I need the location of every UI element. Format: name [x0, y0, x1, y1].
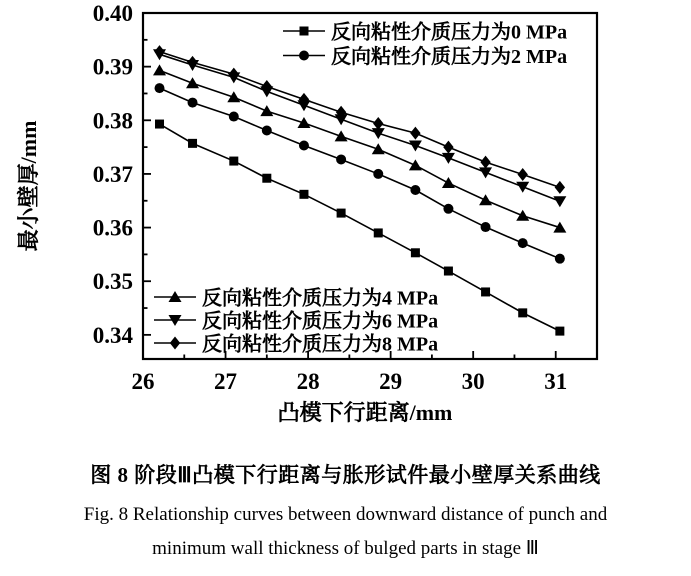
triangle-up-marker-icon [153, 64, 166, 75]
circle-marker-icon [555, 254, 565, 264]
square-marker-icon [155, 120, 164, 129]
series-3 [153, 49, 566, 207]
circle-marker-icon [188, 98, 198, 108]
caption-chinese: 图 8 阶段Ⅲ凸模下行距离与胀形试件最小壁厚关系曲线 [90, 463, 601, 487]
triangle-up-marker-icon [553, 222, 566, 233]
legend-entry-0 [283, 20, 567, 44]
legend-entry-4 [154, 332, 438, 356]
square-marker-icon [299, 190, 308, 199]
square-marker-icon [411, 248, 420, 257]
x-tick-label: 27 [214, 369, 238, 394]
x-tick-label: 26 [131, 369, 155, 394]
diamond-marker-icon [518, 168, 528, 181]
diamond-marker-icon [410, 127, 420, 140]
series-line [160, 70, 560, 227]
circle-marker-icon [518, 238, 528, 248]
square-marker-icon [262, 174, 271, 183]
circle-marker-icon [155, 83, 165, 93]
diamond-marker-icon [555, 181, 565, 194]
circle-marker-icon [229, 112, 239, 122]
circle-marker-icon [336, 154, 346, 164]
legend-entry-2 [154, 286, 438, 310]
square-marker-icon [337, 209, 346, 218]
triangle-up-marker-icon [260, 105, 273, 116]
circle-marker-icon [299, 51, 309, 61]
x-tick-label: 29 [379, 369, 403, 394]
square-marker-icon [518, 308, 527, 317]
diamond-marker-icon [170, 337, 180, 350]
y-tick-label: 0.39 [92, 54, 133, 80]
square-marker-icon [374, 228, 383, 237]
circle-marker-icon [410, 185, 420, 195]
triangle-up-marker-icon [297, 117, 310, 128]
caption-english-line1: Fig. 8 Relationship curves between downward distance of punch and [83, 504, 608, 525]
square-marker-icon [444, 267, 453, 276]
square-marker-icon [555, 327, 564, 336]
legend-label: 反向粘性介质压力为8 MPa [202, 333, 439, 356]
legend-label: 反向粘性介质压力为2 MPa [331, 46, 568, 68]
x-axis-title: 凸模下行距离/mm [277, 400, 453, 425]
triangle-up-marker-icon [335, 130, 348, 141]
series-2 [153, 64, 566, 232]
triangle-up-marker-icon [227, 91, 240, 102]
circle-marker-icon [299, 140, 309, 150]
triangle-down-marker-icon [516, 182, 529, 193]
triangle-down-marker-icon [479, 167, 492, 178]
diamond-marker-icon [373, 117, 383, 130]
triangle-up-marker-icon [479, 194, 492, 205]
triangle-up-marker-icon [516, 210, 529, 221]
triangle-down-marker-icon [409, 140, 422, 151]
y-tick-label: 0.37 [92, 161, 133, 187]
x-tick-label: 31 [544, 369, 568, 394]
legend-top [283, 20, 567, 69]
square-marker-icon [300, 27, 309, 36]
legend-label: 反向粘性介质压力为0 MPa [331, 21, 568, 44]
triangle-down-marker-icon [442, 153, 455, 164]
series-line [160, 88, 560, 259]
series-1 [155, 83, 565, 264]
circle-marker-icon [481, 222, 491, 232]
square-marker-icon [188, 139, 197, 148]
y-tick-label: 0.40 [92, 1, 133, 26]
circle-marker-icon [373, 169, 383, 179]
square-marker-icon [229, 157, 238, 166]
y-axis-ticks [143, 13, 151, 335]
triangle-up-marker-icon [186, 77, 199, 88]
legend-entry-1 [283, 44, 567, 68]
x-tick-label: 30 [461, 369, 485, 394]
y-tick-label: 0.35 [92, 269, 133, 295]
legend-bottom [154, 286, 438, 356]
y-tick-label: 0.34 [92, 322, 133, 348]
x-tick-label: 28 [296, 369, 320, 394]
triangle-up-marker-icon [372, 143, 385, 154]
circle-marker-icon [262, 125, 272, 135]
triangle-up-marker-icon [442, 177, 455, 188]
square-marker-icon [481, 287, 490, 296]
legend-entry-3 [154, 309, 438, 333]
triangle-down-marker-icon [553, 196, 566, 207]
legend-label: 反向粘性介质压力为4 MPa [202, 287, 439, 310]
diamond-marker-icon [443, 141, 453, 154]
diamond-marker-icon [480, 156, 490, 169]
series-line [160, 54, 560, 201]
triangle-up-marker-icon [409, 159, 422, 170]
y-axis-title: 最小壁厚/mm [16, 120, 41, 252]
caption-english-line2: minimum wall thickness of bulged parts in stage Ⅲ [152, 538, 539, 559]
y-tick-label: 0.36 [92, 215, 133, 241]
y-tick-label: 0.38 [92, 108, 133, 134]
legend-label: 反向粘性介质压力为6 MPa [202, 310, 439, 333]
circle-marker-icon [443, 204, 453, 214]
